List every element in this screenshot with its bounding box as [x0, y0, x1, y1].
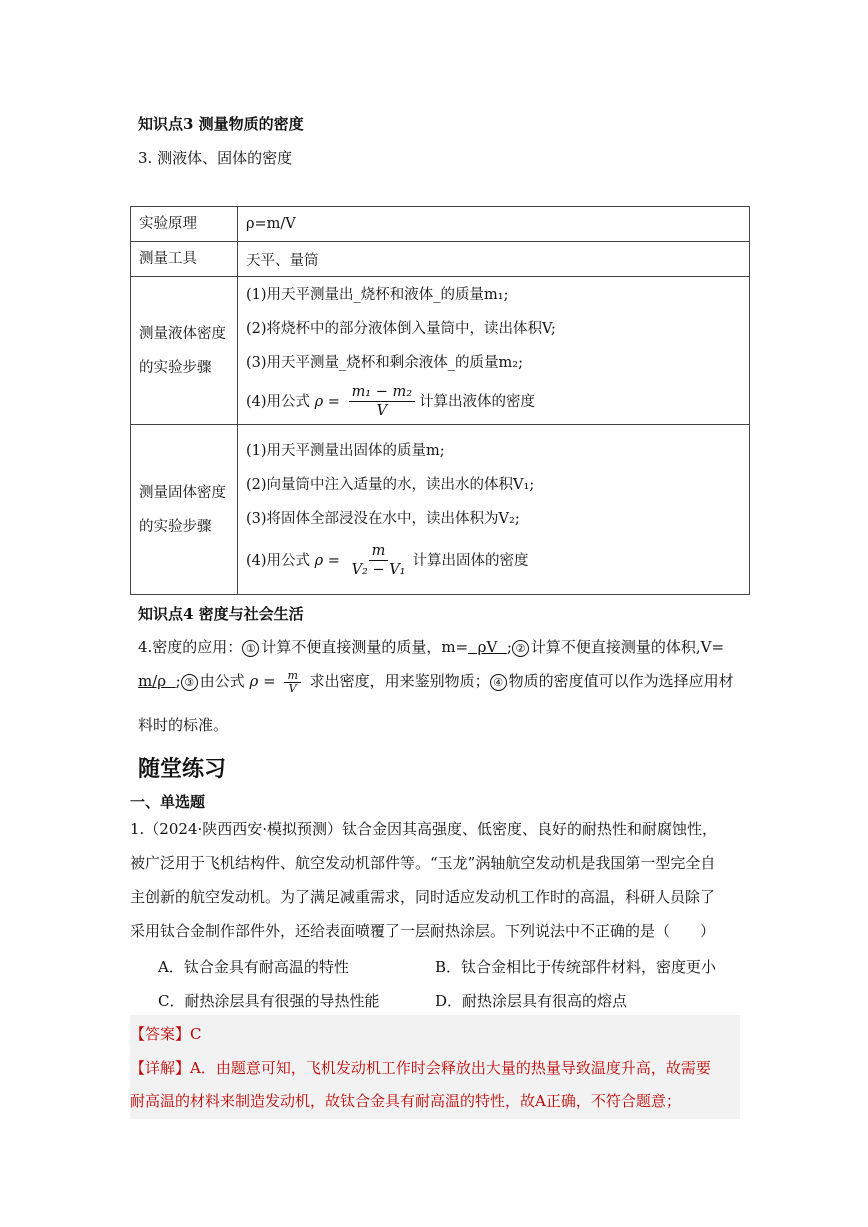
tools-label: 测量工具 [131, 242, 238, 277]
kp4-line2: m/ρ ; ③ 由公式 ρ = $\frac{m}{V}$ 求出密度，用来鉴别物质； ④ 物质的密度值可以作为选择应用材 [138, 668, 734, 695]
liquid-steps-label: 测量液体密度的实验步骤 [131, 277, 238, 425]
kp3-title: 知识点3 测量物质的密度 [138, 115, 304, 133]
option-b: B．钛合金相比于传统部件材料，密度更小 [435, 958, 717, 976]
liquid-steps: (1)用天平测量出_烧杯和液体_的质量m₁; (2)将烧杯中的部分液体倒入量筒中，读出体积V; (3)用天平测量_烧杯和剩余液体_的质量m₂; (4)用公式 ρ = $\frac{\text{m₁ − m₂}}{V}$ 计算出液体的密度 [238, 277, 750, 425]
kp4-line3: 料时的标准。 [138, 716, 229, 734]
detail-line-2: 耐高温的材料来制造发动机，故钛合金具有耐高温的特性，故A正确，不符合题意； [130, 1092, 681, 1110]
principle-label: 实验原理 [131, 207, 238, 242]
question-type: 一、单选题 [130, 793, 206, 811]
answer-line: 【答案】C [130, 1025, 202, 1043]
kp4-title: 知识点4 密度与社会生活 [138, 605, 304, 623]
tools-value: 天平、量筒 [238, 242, 750, 277]
question-line-1: 1.（2024·陕西西安·模拟预测）钛合金因其高强度、低密度、良好的耐热性和耐腐蚀性， [130, 820, 718, 838]
question-line-2: 被广泛用于飞机结构件、航空发动机部件等。“玉龙”涡轴航空发动机是我国第一型完全自 [130, 854, 716, 872]
detail-line-1: 【详解】A．由题意可知，飞机发动机工作时会释放出大量的热量导致温度升高，故需要 [130, 1059, 711, 1077]
solid-steps: (1)用天平测量出固体的质量m; (2)向量筒中注入适量的水，读出水的体积V₁; (3)将固体全部浸没在水中，读出体积为V₂; (4)用公式 ρ = $\frac{m}{\text{V₂ − V₁}}$ 计算出固体的密度 [238, 425, 750, 595]
question-line-4: 采用钛合金制作部件外，还给表面喷覆了一层耐热涂层。下列说法中不正确的是（ ） [130, 922, 716, 940]
principle-value: ρ=m/V [238, 207, 750, 242]
practice-heading: 随堂练习 [138, 756, 227, 782]
solid-density-formula: $\frac{m}{\text{V₂ − V₁}}$ [351, 543, 406, 578]
solid-steps-label: 测量固体密度的实验步骤 [131, 425, 238, 595]
option-a: A．钛合金具有耐高温的特性 [158, 958, 349, 976]
option-c: C．耐热涂层具有很强的导热性能 [158, 992, 380, 1010]
kp4-line1: 4.密度的应用： ① 计算不便直接测量的质量，m= ρV ; ② 计算不便直接测量的体积,V= [138, 638, 725, 656]
kp3-subtitle: 3. 测液体、固体的密度 [138, 149, 293, 167]
question-line-3: 主创新的航空发动机。为了满足减重需求，同时适应发动机工作时的高温，科研人员除了 [130, 888, 716, 906]
option-d: D．耐热涂层具有很高的熔点 [435, 992, 628, 1010]
liquid-density-formula: $\frac{\text{m₁ − m₂}}{V}$ [349, 383, 416, 420]
density-table [130, 206, 750, 595]
